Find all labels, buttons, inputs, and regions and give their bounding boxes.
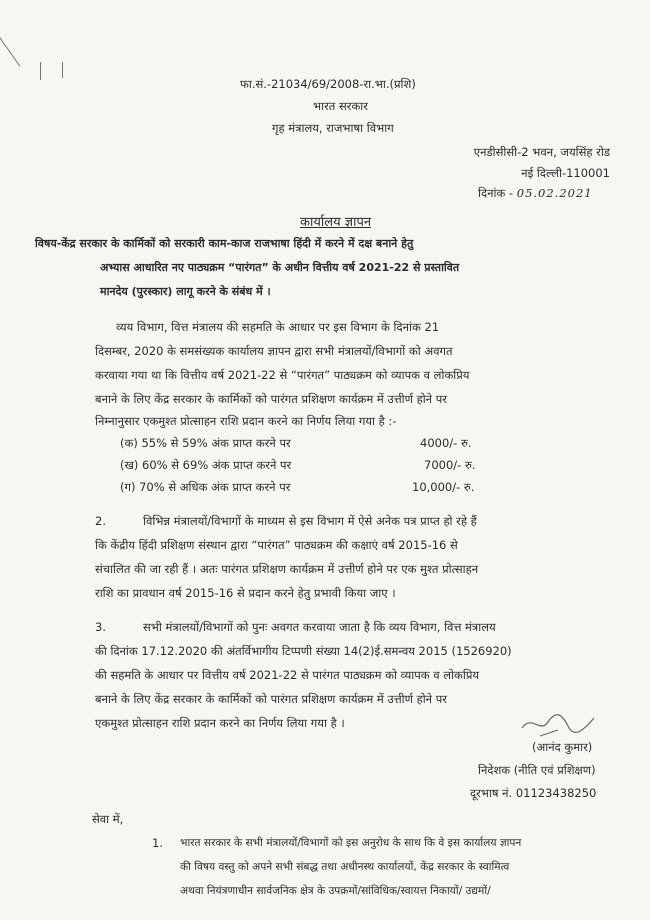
para1-line-1: व्यय विभाग, वित्त मंत्रालय की सहमति के आधार पर इस विभाग के दिनांक 21 [116, 320, 440, 334]
para1-line-3: करवाया गया था कि वित्तीय वर्ष 2021-22 से “पारंगत” पाठ्यक्रम को व्यापक व लोकप्रिय [95, 368, 470, 382]
date-line [478, 186, 593, 201]
para3-line-1: सभी मंत्रालयों/विभागों को पुनः अवगत करवाया जाता है कि व्यय विभाग, वित्त मंत्रालय [143, 620, 496, 634]
address-line-2: नई दिल्ली-110001 [521, 166, 610, 180]
reward-amount: 4000/- रु. [420, 436, 472, 450]
recipient-line-1: भारत सरकार के सभी मंत्रालयों/विभागों को इस अनुरोध के साथ कि वे इस कार्यालय ज्ञापन [180, 837, 522, 849]
subject-line-3: मानदेय (पुरस्कार) लागू करने के संबंध में । [100, 285, 271, 298]
recipient-line-3: अथवा नियंत्रणाधीन सार्वजनिक क्षेत्र के उपक्रमों/सांविधिक/स्वायत्त निकायों/ उद्यमों/ [180, 885, 491, 897]
para2-line-3: संचालित की जा रही हैं । अतः पारंगत प्रशिक्षण कार्यक्रम में उत्तीर्ण होने पर एक मुश्त प्रोत्साहन [95, 562, 479, 576]
margin-scribble [0, 33, 20, 66]
memo-title: कार्यालय ज्ञापन [300, 215, 372, 230]
recipient-number: 1. [152, 836, 163, 850]
reward-label: (ख) 60% से 69% अंक प्राप्त करने पर [120, 458, 292, 472]
para3-line-2: की दिनांक 17.12.2020 की अंतर्विभागीय टिप्पणी संख्या 14(2)ई.समन्वय 2015 (1526920) [95, 644, 512, 658]
para2-line-4: राशि का प्रावधान वर्ष 2015-16 से प्रदान करने हेतु प्रभावी किया जाए । [95, 586, 396, 600]
para2-line-1: विभिन्न मंत्रालयों/विभागों के माध्यम से इस विभाग में ऐसे अनेक पत्र प्राप्त हो रहे हैं [143, 514, 477, 528]
reward-label: (ग) 70% से अधिक अंक प्राप्त करने पर [120, 480, 291, 494]
para1-line-2: दिसम्बर, 2020 के समसंख्यक कार्यालय ज्ञापन द्वारा सभी मंत्रालयों/विभागों को अवगत [95, 344, 453, 358]
para1-line-4: बनाने के लिए केंद्र सरकार के कार्मिकों को पारंगत प्रशिक्षण कार्यक्रम में उत्तीर्ण होने पर [95, 392, 447, 406]
address-line-1: एनडीसीसी-2 भवन, जयसिंह रोड [473, 145, 610, 159]
para3-number: 3. [95, 620, 106, 634]
para3-line-4: बनाने के लिए केंद्र सरकार के कार्मिकों को पारंगत प्रशिक्षण कार्यक्रम में उत्तीर्ण होने पर [95, 692, 447, 706]
reward-amount: 10,000/- रु. [412, 480, 475, 494]
para1-line-5: निम्नानुसार एकमुश्त प्रोत्साहन राशि प्रदान करने का निर्णय लिया गया है :- [95, 414, 397, 428]
subject-line-2: अभ्यास आधारित नए पाठ्यक्रम “पारंगत” के अधीन वित्तीय वर्ष 2021-22 से प्रस्तावित [100, 261, 460, 274]
para3-line-3: की सहमति के आधार पर वित्तीय वर्ष 2021-22 से पारंगत पाठ्यक्रम को व्यापक व लोकप्रिय [95, 668, 480, 682]
para2-number: 2. [95, 514, 106, 528]
signatory-name: (आनंद कुमार) [532, 740, 593, 754]
para2-line-2: कि केंद्रीय हिंदी प्रशिक्षण संस्थान द्वारा “पारंगत” पाठ्यक्रम की कक्षाएं वर्ष 2015-16 से [95, 538, 458, 552]
reward-row [120, 436, 291, 451]
file-number: फा.सं.-21034/69/2008-रा.भा.(प्रशि) [240, 77, 416, 91]
date-value: 05.02.2021 [516, 186, 593, 200]
signature-scribble [518, 708, 598, 742]
reward-amount: 7000/- रु. [424, 458, 476, 472]
margin-scribble [62, 62, 63, 78]
date-label: दिनांक - [478, 186, 514, 200]
subject-line-1: विषय-केंद्र सरकार के कार्मिकों को सरकारी काम-काज राजभाषा हिंदी में करने में दक्ष बनाने हेतु [35, 237, 414, 250]
para3-line-5: एकमुश्त प्रोत्साहन राशि प्रदान करने का निर्णय लिया गया है । [95, 716, 345, 730]
ministry-name: गृह मंत्रालय, राजभाषा विभाग [272, 121, 394, 135]
recipient-line-2: की विषय वस्तु को अपने सभी संबद्ध तथा अधीनस्थ कार्यालयों, केंद्र सरकार के स्वामित्व [180, 861, 510, 873]
signatory-phone: दूरभाष नं. 01123438250 [470, 786, 597, 800]
reward-row [120, 480, 290, 495]
reward-label: (क) 55% से 59% अंक प्राप्त करने पर [120, 436, 291, 450]
signatory-designation: निदेशक (नीति एवं प्रशिक्षण) [478, 763, 596, 777]
margin-scribble [40, 62, 41, 80]
reward-row [120, 458, 291, 473]
gov-name: भारत सरकार [313, 99, 368, 113]
addressed-to: सेवा में, [92, 812, 124, 826]
